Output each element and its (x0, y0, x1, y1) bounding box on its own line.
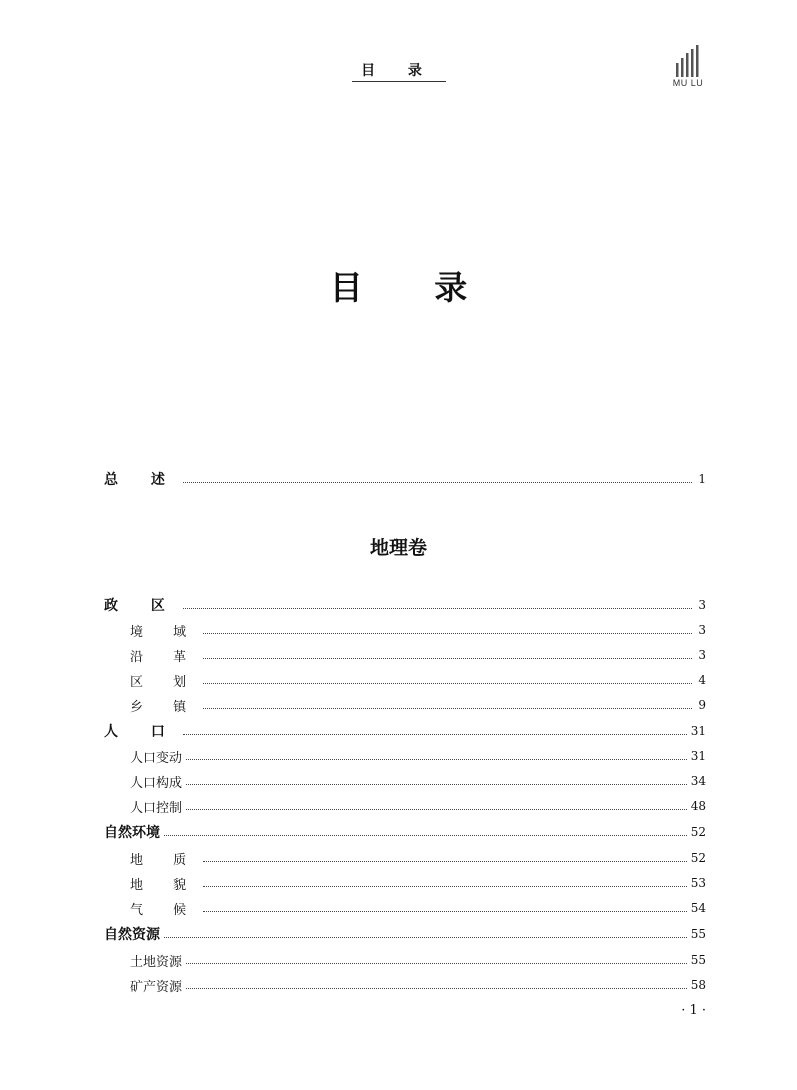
toc-entry[interactable] (0, 595, 797, 615)
running-header-title: 目 录 (361, 63, 436, 79)
section-title: 地理卷 (369, 537, 427, 559)
toc-entry[interactable] (0, 975, 797, 995)
dot-leader (203, 886, 687, 887)
header-rule (352, 81, 446, 82)
dot-leader (203, 683, 692, 684)
toc-entry-page: 3 (698, 623, 706, 637)
toc-entry-label: 地 质 (130, 852, 200, 868)
toc-entry[interactable] (0, 695, 797, 715)
toc-entry-label: 土地资源 (130, 954, 183, 970)
toc-entry[interactable] (0, 898, 797, 918)
dot-leader (183, 608, 692, 609)
toc-entry-label: 总 述 (104, 472, 179, 488)
toc-entry-page: 55 (690, 927, 706, 941)
dot-leader (186, 784, 687, 785)
toc-entry-page: 1 (698, 472, 706, 486)
dot-leader (186, 963, 687, 964)
toc-entry-label: 境 域 (130, 624, 200, 640)
toc-entry[interactable] (0, 645, 797, 665)
dot-leader (203, 633, 692, 634)
toc-entry-label: 沿 革 (130, 649, 200, 665)
toc-entry-label: 自然环境 (104, 825, 160, 841)
toc-entry-page: 34 (690, 774, 706, 788)
toc-entry[interactable] (0, 848, 797, 868)
logo-text: MU LU (672, 78, 704, 88)
toc-entry-label: 地 貌 (130, 877, 200, 893)
dot-leader (183, 734, 687, 735)
toc-entry-page: 58 (690, 978, 706, 992)
dot-leader (186, 988, 687, 989)
toc-entry-page: 31 (690, 724, 706, 738)
footer-page-number: · 1 · (681, 1003, 706, 1018)
dot-leader (203, 911, 687, 912)
dot-leader (186, 759, 687, 760)
toc-entry-label: 人 口 (104, 724, 179, 740)
toc-entry-label: 乡 镇 (130, 699, 200, 715)
toc-entry-page: 54 (690, 901, 706, 915)
toc-entry[interactable] (0, 670, 797, 690)
toc-entry-page: 9 (698, 698, 706, 712)
toc-entry[interactable] (0, 950, 797, 970)
bars-logo-icon (670, 45, 706, 77)
toc-entry[interactable] (0, 746, 797, 766)
dot-leader (183, 482, 692, 483)
toc-entry-intro[interactable] (0, 469, 797, 489)
toc-entry-label: 人口控制 (130, 800, 183, 816)
toc-entry[interactable] (0, 924, 797, 944)
toc-entry-page: 48 (690, 799, 706, 813)
dot-leader (203, 658, 692, 659)
page-title: 目 录 (329, 268, 498, 307)
toc-entry-label: 人口变动 (130, 750, 183, 766)
toc-entry-page: 3 (698, 648, 706, 662)
dot-leader (186, 809, 687, 810)
dot-leader (203, 861, 687, 862)
toc-entry-label: 矿产资源 (130, 979, 183, 995)
toc-entry[interactable] (0, 721, 797, 741)
mulu-logo (668, 45, 708, 95)
toc-entry-label: 政 区 (104, 598, 179, 614)
toc-entry[interactable] (0, 796, 797, 816)
toc-entry-label: 人口构成 (130, 775, 183, 791)
toc-entry-label: 区 划 (130, 674, 200, 690)
toc-entry[interactable] (0, 771, 797, 791)
toc-entry[interactable] (0, 620, 797, 640)
toc-entry-page: 52 (690, 825, 706, 839)
toc-entry-label: 自然资源 (104, 927, 160, 943)
dot-leader (203, 708, 692, 709)
toc-entry-page: 53 (690, 876, 706, 890)
toc-entry[interactable] (0, 822, 797, 842)
toc-entry-label: 气 候 (130, 902, 200, 918)
toc-entry-page: 4 (698, 673, 706, 687)
toc-entry-page: 3 (698, 598, 706, 612)
dot-leader (164, 937, 687, 938)
toc-entry[interactable] (0, 873, 797, 893)
toc-entry-page: 55 (690, 953, 706, 967)
dot-leader (164, 835, 687, 836)
toc-entry-page: 52 (690, 851, 706, 865)
toc-entry-page: 31 (690, 749, 706, 763)
